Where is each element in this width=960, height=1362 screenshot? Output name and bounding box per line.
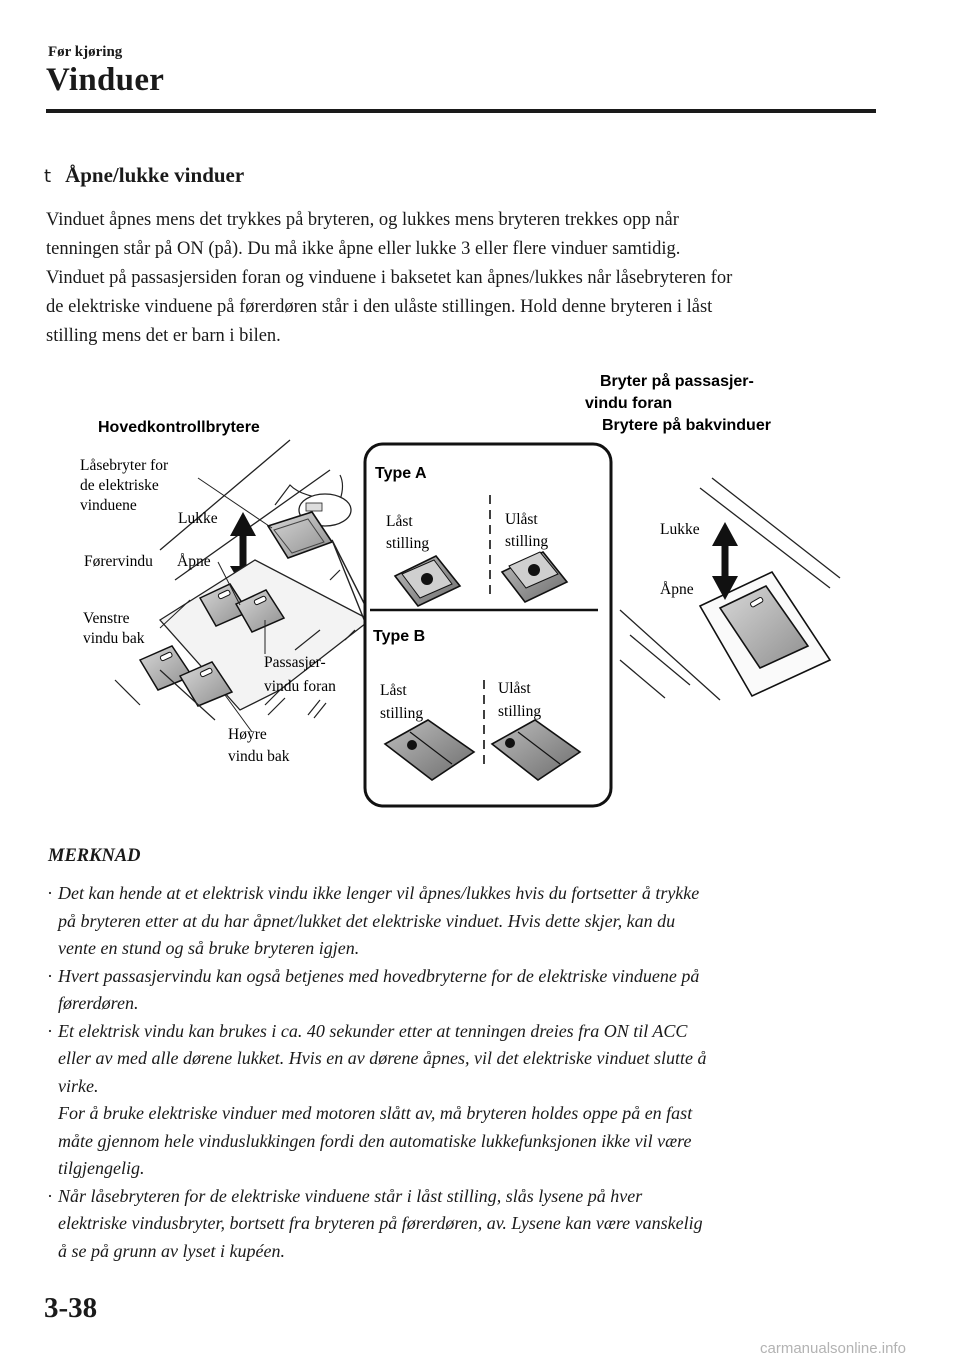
intro-line: Vinduet åpnes mens det trykkes på bryteren, og lukkes mens bryteren trekkes opp når (46, 210, 679, 230)
note-item (46, 1018, 876, 1183)
intro-line: stilling mens det er barn i bilen. (46, 326, 281, 346)
type-a-unlocked-2: stilling (505, 533, 549, 550)
note-item (46, 880, 876, 963)
note-line: Et elektrisk vindu kan brukes i ca. 40 sekunder etter at tenningen dreies fra ON til ACC (58, 1020, 688, 1041)
note-bullet: · (47, 1185, 53, 1206)
note-line: Hvert passasjervindu kan også betjenes med hovedbryterne for de elektriske vinduene på (58, 965, 700, 986)
type-b-label: Type B (373, 628, 426, 645)
note-bullet: · (47, 1020, 53, 1041)
intro-line: de elektriske vinduene på førerdøren står i den ulåste stillingen. Hold denne bryteren i låst (46, 297, 713, 317)
note-line: Det kan hende at et elektrisk vindu ikke lenger vil åpnes/lukkes hvis du fortsetter å trykke (58, 883, 700, 903)
subheading-bullet: t (44, 166, 52, 187)
right-rear-label-2: vindu bak (228, 748, 290, 765)
right-rear-label-1: Høyre (228, 726, 267, 743)
note-item (46, 963, 876, 1018)
rear-switches-title: Brytere på bakvinduer (602, 417, 771, 434)
passenger-front-label-2: vindu foran (264, 678, 336, 695)
note-line: vente en stund og så bruke bryteren igjen. (58, 938, 360, 958)
left-rear-label-1: Venstre (83, 610, 130, 627)
type-a-unlocked-1: Ulåst (505, 511, 538, 528)
subheading (44, 163, 244, 188)
left-rear-label-2: vindu bak (83, 630, 145, 647)
intro-line: Vinduet på passasjersiden foran og vinduene i baksetet kan åpnes/lukkes når låsebryteren for (46, 268, 733, 288)
type-a-locked-2: stilling (386, 535, 430, 552)
type-b-unlocked-2: stilling (498, 703, 542, 720)
driver-window-label: Førervindu (84, 553, 153, 570)
open-label: Åpne (177, 553, 211, 570)
title-rule (46, 109, 876, 113)
type-b-unlocked-1: Ulåst (498, 680, 531, 697)
right-open-label: Åpne (660, 581, 694, 598)
note-bullet: · (47, 965, 53, 986)
passenger-switch-title-1: Bryter på passasjer- (600, 373, 754, 390)
close-label: Lukke (178, 510, 218, 527)
right-close-label: Lukke (660, 521, 700, 538)
type-a-label: Type A (375, 465, 427, 482)
note-heading: MERKNAD (48, 846, 141, 866)
note-line: tilgjengelig. (58, 1158, 145, 1178)
window-switch-figure (40, 360, 920, 830)
page-number: 3-38 (44, 1292, 98, 1324)
watermark: carmanualsonline.info (760, 1340, 906, 1357)
note-line: måte gjennom hele vinduslukkingen fordi den automatiske lukkefunksjonen ikke vil være (58, 1130, 692, 1151)
section-label: Før kjøring (48, 44, 123, 60)
subheading-text: Åpne/lukke vinduer (65, 163, 245, 187)
note-item (46, 1183, 876, 1266)
note-line: på bryteren etter at du har åpnet/lukket det elektriske vinduet. Hvis dette skjer, kan du (58, 910, 676, 931)
type-b-locked-1: Låst (380, 682, 407, 699)
main-controls-title: Hovedkontrollbrytere (98, 419, 260, 436)
note-list (46, 880, 876, 1265)
intro-paragraph (46, 206, 886, 351)
intro-line: tenningen står på ON (på). Du må ikke åpne eller lukke 3 eller flere vinduer samtidig. (46, 239, 681, 259)
lock-switch-label-1: Låsebryter for (80, 457, 169, 474)
note-line: virke. (58, 1075, 99, 1096)
note-line: å se på grunn av lyset i kupéen. (58, 1240, 285, 1261)
note-line: For å bruke elektriske vinduer med motoren slått av, må bryteren holdes oppe på en fast (58, 1103, 693, 1123)
note-line: Når låsebryteren for de elektriske vinduene står i låst stilling, slås lysene på hver (58, 1185, 643, 1206)
type-a-locked-1: Låst (386, 513, 413, 530)
note-line: eller av med alle dørene lukket. Hvis en av dørene åpnes, vil det elektriske vinduet slutte å (58, 1048, 707, 1068)
passenger-switch-title-2: vindu foran (585, 395, 673, 412)
lock-switch-label-3: vinduene (80, 497, 137, 514)
type-b-locked-2: stilling (380, 705, 424, 722)
note-bullet: · (47, 883, 53, 903)
page-title: Vinduer (46, 62, 165, 98)
passenger-rear-switch (620, 478, 840, 700)
passenger-front-label-1: Passasjer- (264, 654, 326, 671)
note-line: elektriske vindusbryter, bortsett fra bryteren på førerdøren, av. Lysene kan være vanskelig (58, 1213, 703, 1233)
note-line: førerdøren. (58, 993, 139, 1013)
lock-switch-label-2: de elektriske (80, 477, 159, 494)
